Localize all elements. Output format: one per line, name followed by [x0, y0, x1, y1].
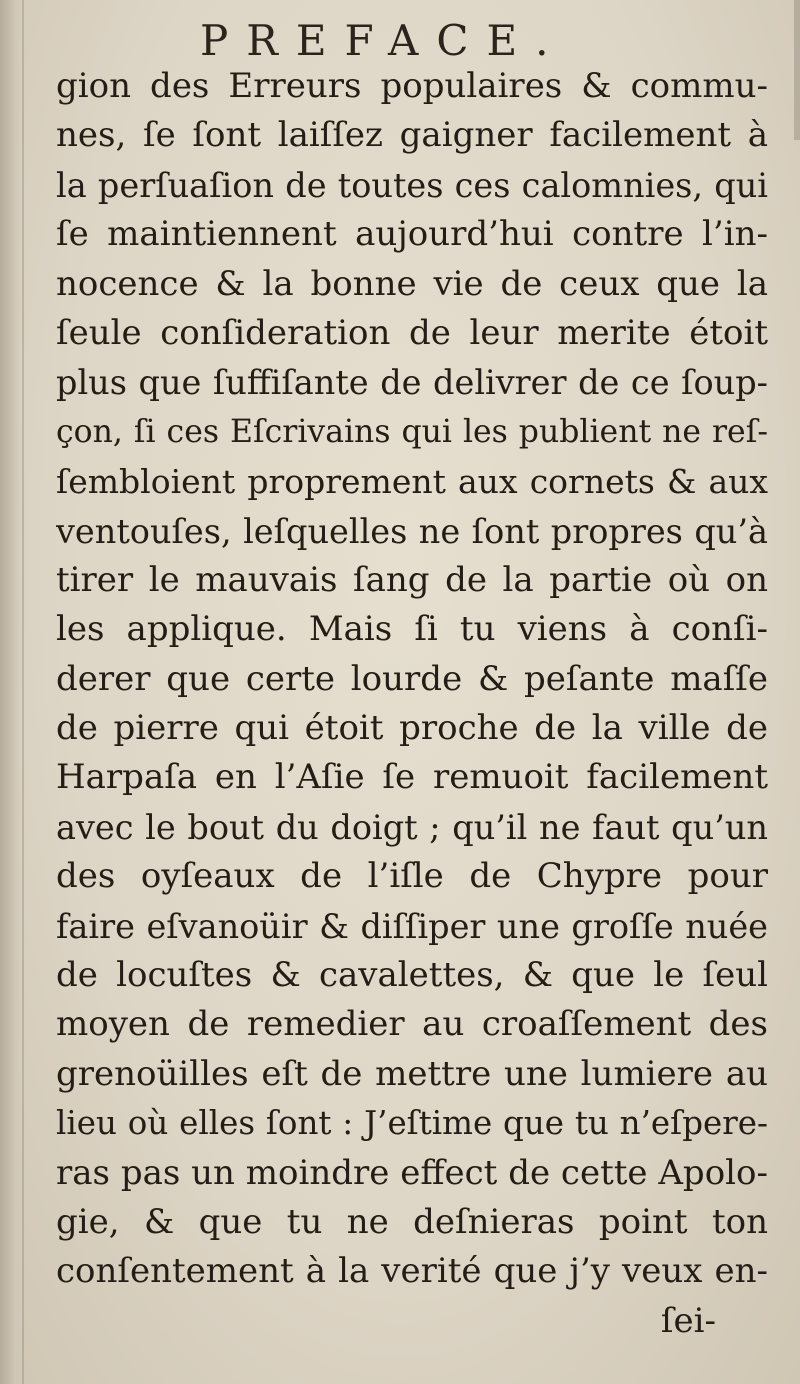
text-line: de pierre qui étoit proche de la ville de — [56, 708, 768, 749]
text-line: çon, ſi ces Eſcrivains qui les publient ne reſ- — [56, 413, 768, 450]
running-head: PREFACE. — [200, 16, 567, 65]
text-line: Harpaſa en l’Aſie ſe remuoit facilement — [56, 757, 768, 798]
text-line: tirer le mauvais ſang de la partie où on — [56, 559, 768, 600]
body-text — [56, 62, 768, 1346]
gutter-shadow — [0, 0, 22, 1384]
catchword: ſei- — [660, 1300, 716, 1341]
page-edge — [794, 0, 800, 140]
text-line: ventouſes, leſquelles ne ſont propres qu’à — [56, 511, 768, 551]
text-line: faire eſvanoüir & diſſiper une groſſe nuée — [56, 906, 768, 946]
text-line: la perſuaſion de toutes ces calomnies, qui — [56, 165, 768, 205]
text-line: derer que certe lourde & peſante maſſe — [56, 658, 768, 699]
text-line: les applique. Mais ſi tu viens à conſi- — [56, 609, 768, 650]
text-line: grenoüilles eſt de mettre une lumiere au — [56, 1053, 768, 1094]
text-line: nocence & la bonne vie de ceux que la — [56, 263, 768, 304]
text-line: ras pas un moindre effect de cette Apolo- — [56, 1152, 768, 1193]
text-line: ſembloient proprement aux cornets & aux — [56, 462, 768, 502]
text-line: des oyſeaux de l’iſle de Chypre pour — [56, 856, 768, 897]
text-line: gie, & que tu ne deſnieras point ton — [56, 1201, 768, 1242]
text-line: ſe maintiennent aujourd’hui contre l’in- — [56, 214, 768, 255]
text-line: lieu où elles ſont : J’eſtime que tu n’eſpere- — [56, 1104, 768, 1143]
text-line: plus que ſuffiſante de delivrer de ce ſoup- — [56, 363, 768, 403]
text-line: conſentement à la verité que j’y veux en- — [56, 1251, 768, 1292]
gutter-line — [22, 0, 24, 1384]
text-line: moyen de remedier au croaſſement des — [56, 1004, 768, 1045]
text-line: avec le bout du doigt ; qu’il ne faut qu’un — [56, 807, 768, 847]
text-line: gion des Erreurs populaires & commu- — [56, 66, 768, 106]
text-line: de locuſtes & cavalettes, & que le ſeul — [56, 955, 768, 996]
text-line: ſeule conſideration de leur merite étoit — [56, 312, 768, 353]
text-line: nes, ſe ſont laiſſez gaigner facilement à — [56, 115, 768, 156]
